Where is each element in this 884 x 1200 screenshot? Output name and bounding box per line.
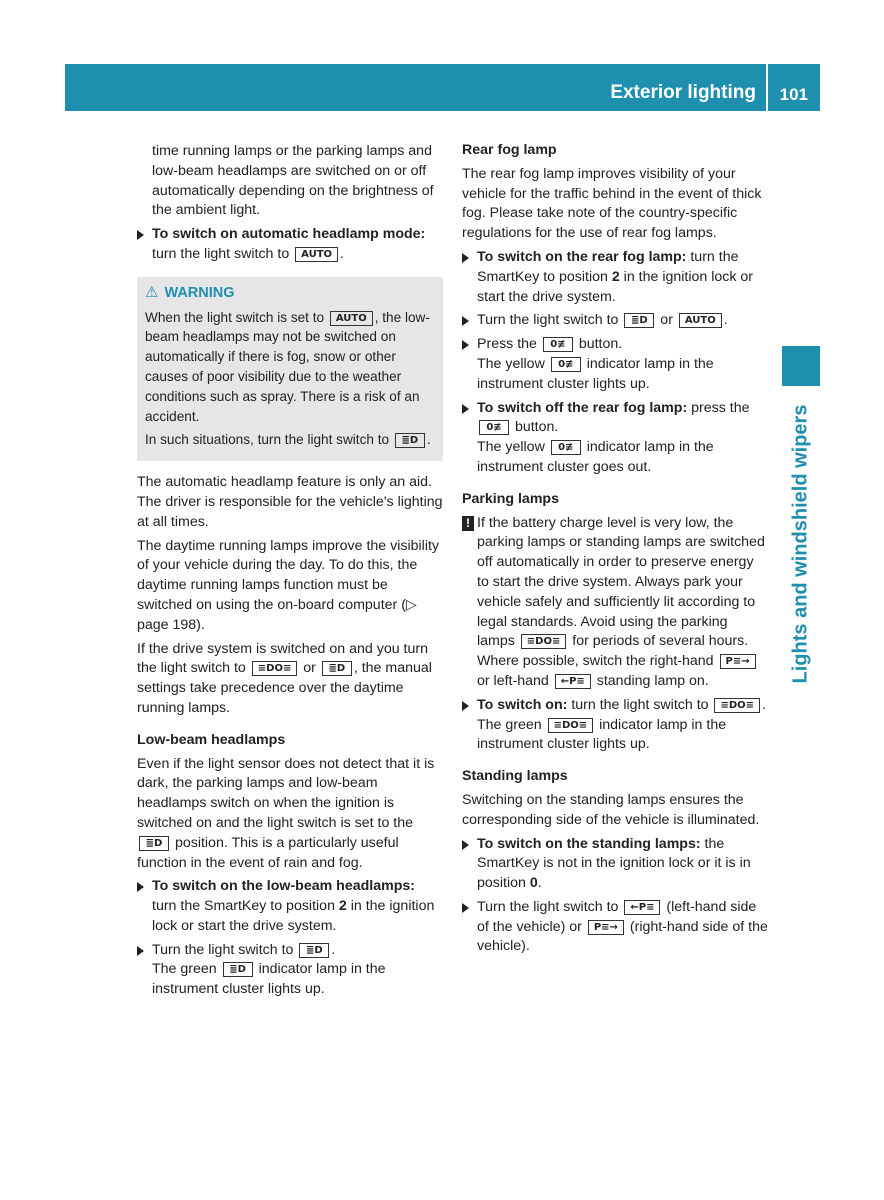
instruction-step: Turn the light switch to ≣D or AUTO .: [462, 311, 769, 331]
parking-symbol-icon: ≡DO≡: [521, 634, 567, 649]
header-divider: [766, 64, 768, 111]
step-arrow-icon: [137, 946, 144, 956]
step-arrow-icon: [462, 340, 469, 350]
lowbeam-symbol-icon: ≣D: [299, 943, 329, 958]
step-label: To switch on automatic headlamp mode:: [152, 226, 426, 243]
fog-lamp-symbol-icon: 0≢: [551, 440, 581, 455]
auto-symbol-icon: AUTO: [679, 313, 722, 328]
lowbeam-symbol-icon: ≣D: [139, 836, 169, 851]
warning-heading: [145, 283, 436, 304]
right-standing-lamp-icon: P≡→: [588, 920, 624, 935]
instruction-step: To switch on the low-beam headlamps: turn the SmartKey to position 2 in the ignition lock or start the drive system.: [137, 877, 443, 936]
paragraph: If the drive system is switched on and you turn the light switch to ≡DO≡ or ≣D , the manual settings take precedence over the daytime running lamps.: [137, 640, 432, 716]
subheading: Standing lamps: [462, 768, 568, 785]
instruction-step: Press the 0≢ button. The yellow 0≢ indicator lamp in the instrument cluster lights up.: [462, 335, 769, 394]
warning-text: When the light switch is set to AUTO , the low-beam headlamps may not be switched on automatically if there is fog, snow or other causes of poor visibility due to the weather conditions such as spray. There is a risk of an accident.: [145, 309, 430, 424]
instruction-step: Turn the light switch to ≣D . The green ≣D indicator lamp in the instrument cluster lights up.: [137, 941, 443, 1000]
instruction-step: To switch on automatic headlamp mode: turn the light switch to AUTO .: [137, 225, 443, 265]
step-arrow-icon: [137, 882, 144, 892]
right-standing-lamp-icon: P≡→: [720, 654, 756, 669]
fog-lamp-symbol-icon: 0≢: [479, 420, 509, 435]
lowbeam-symbol-icon: ≣D: [395, 433, 425, 448]
step-arrow-icon: [462, 404, 469, 414]
step-text: turn the light switch to: [152, 245, 294, 262]
left-standing-lamp-icon: ←P≡: [624, 900, 660, 915]
auto-symbol-icon: AUTO: [330, 311, 373, 326]
instruction-step: To switch on the standing lamps: the SmartKey is not in the ignition lock or it is in position 0.: [462, 835, 769, 894]
warning-title: WARNING: [164, 284, 235, 301]
paragraph: The automatic headlamp feature is only an aid. The driver is responsible for the vehicle's lighting at all times.: [137, 474, 443, 530]
fog-lamp-symbol-icon: 0≢: [543, 337, 573, 352]
exclamation-icon: !: [462, 516, 474, 531]
instruction-step: To switch on: turn the light switch to ≡DO≡ . The green ≡DO≡ indicator lamp in the instrument cluster lights up.: [462, 696, 769, 755]
warning-text: In such situations, turn the light switch to ≣D .: [145, 432, 431, 448]
step-arrow-icon: [462, 316, 469, 326]
left-column: [137, 142, 443, 1004]
page-header: [65, 64, 820, 111]
parking-symbol-icon: ≡DO≡: [714, 698, 760, 713]
lowbeam-symbol-icon: ≣D: [624, 313, 654, 328]
step-arrow-icon: [137, 230, 144, 240]
instruction-step: To switch on the rear fog lamp: turn the SmartKey to position 2 in the ignition lock or start the drive system.: [462, 248, 769, 307]
auto-symbol-icon: AUTO: [295, 247, 338, 262]
chapter-tab: [782, 346, 820, 386]
lowbeam-symbol-icon: ≣D: [322, 661, 352, 676]
subheading: Low-beam headlamps: [137, 731, 286, 748]
subheading: Parking lamps: [462, 490, 559, 507]
step-arrow-icon: [462, 840, 469, 850]
lowbeam-symbol-icon: ≣D: [223, 962, 253, 977]
chapter-label: Lights and windshield wipers: [789, 404, 812, 684]
step-arrow-icon: [462, 253, 469, 263]
paragraph: Switching on the standing lamps ensures the corresponding side of the vehicle is illuminated.: [462, 791, 760, 828]
paragraph: time running lamps or the parking lamps and low-beam headlamps are switched on or off automatically depending on the brightness of the ambient light.: [152, 143, 434, 219]
left-standing-lamp-icon: ←P≡: [555, 674, 591, 689]
subheading: Rear fog lamp: [462, 142, 557, 158]
parking-symbol-icon: ≡DO≡: [252, 661, 298, 676]
paragraph: The daytime running lamps improve the visibility of your vehicle during the day. To do this, the daytime running lamps function must be switched on using the on-board computer (▷ page 198).: [137, 537, 440, 633]
section-title: Exterior lighting: [610, 82, 756, 103]
page-number: 101: [779, 85, 808, 104]
right-column: [462, 141, 769, 961]
note-item: ! If the battery charge level is very low, the parking lamps or standing lamps are switched off automatically in order to preserve energy to start the drive system. Always park your vehicle safely and sufficiently lit according to legal standards. Avoid using the parking lamps ≡DO≡ for periods of several hours. Where possible, switch the right-hand P≡→ or left-hand ←P≡ standing lamp on.: [462, 514, 769, 692]
fog-lamp-symbol-icon: 0≢: [551, 357, 581, 372]
step-arrow-icon: [462, 701, 469, 711]
warning-triangle-icon: ⚠: [145, 283, 159, 301]
parking-symbol-icon: ≡DO≡: [548, 718, 594, 733]
instruction-step: To switch off the rear fog lamp: press the 0≢ button. The yellow 0≢ indicator lamp in the instrument cluster goes out.: [462, 399, 769, 478]
paragraph: The rear fog lamp improves visibility of your vehicle for the traffic behind in the event of thick fog. Please take note of the country-specific regulations for the use of rear fog lamps.: [462, 165, 762, 242]
step-arrow-icon: [462, 903, 469, 913]
warning-box: [137, 277, 443, 461]
instruction-step: Turn the light switch to ←P≡ (left-hand side of the vehicle) or P≡→ (right-hand side of the vehicle).: [462, 898, 769, 957]
paragraph: Even if the light sensor does not detect that it is dark, the parking lamps and low-beam headlamps switch on when the ignition is switched on and the light switch is set to the ≣D position. This is a particularly useful function in the event of rain and fog.: [137, 755, 435, 871]
